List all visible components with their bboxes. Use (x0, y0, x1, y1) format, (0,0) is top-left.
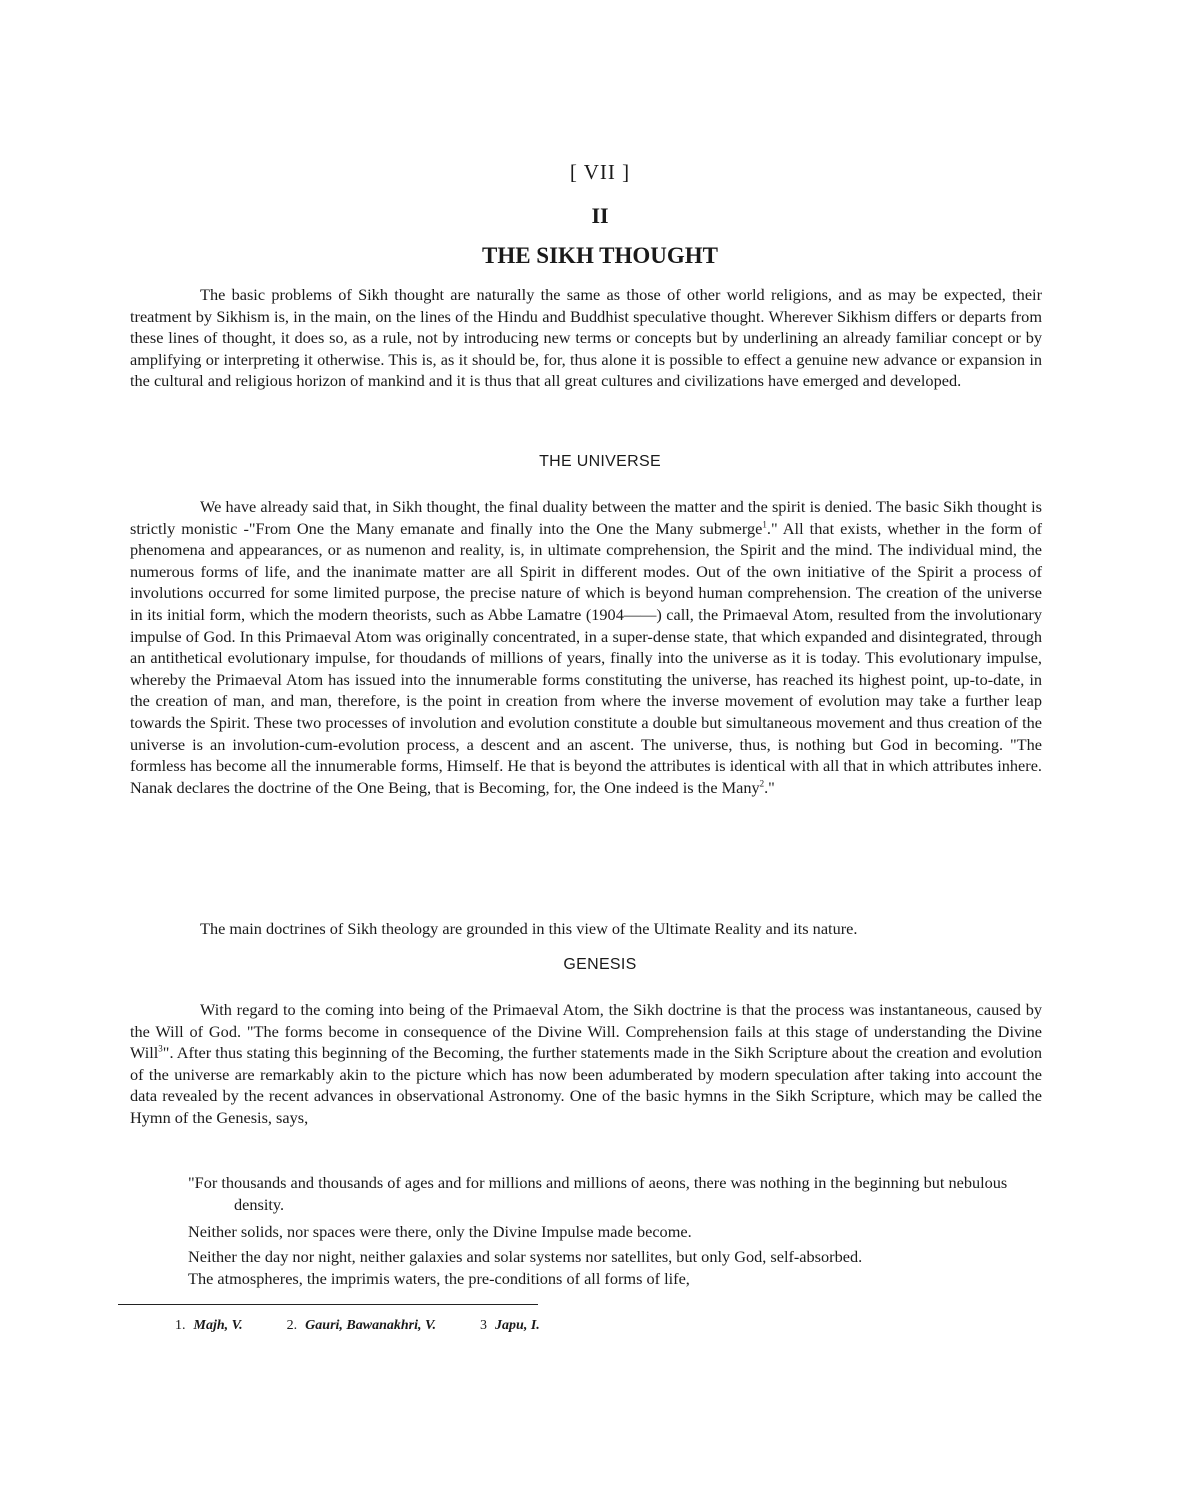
universe-text-a: We have already said that, in Sikh thought, the final duality between the matter and the spirit is denied. The basic Sikh thought is strictly monistic -"From One the Many emanate and finally into the One the Many submerge (130, 497, 1042, 538)
footnote-ref-1: 1 (762, 519, 767, 530)
footnote-text: Gauri, Bawanakhri, V. (305, 1318, 437, 1333)
quote-line: Neither solids, nor spaces were there, only the Divine Impulse made become. (188, 1222, 692, 1242)
page-marker: [ VII ] (569, 160, 631, 184)
universe-text-c: ." (764, 777, 775, 797)
footnote-text: Majh, V. (193, 1318, 243, 1333)
section-heading-universe: THE UNIVERSE (539, 453, 661, 470)
quote-line: Neither the day nor night, neither galaxies and solar systems nor satellites, but only God, self-absorbed. (188, 1246, 863, 1266)
footnote-item (287, 1318, 436, 1334)
genesis-paragraph (130, 999, 1042, 1129)
footnote-text: Japu, I. (495, 1318, 540, 1333)
quote-line: The atmospheres, the imprimis waters, the pre-conditions of all forms of life, (188, 1269, 690, 1289)
footnote-divider (118, 1304, 538, 1305)
footnote-number: 2. (286, 1318, 298, 1333)
footnotes (175, 1318, 540, 1334)
chapter-title: THE SIKH THOUGHT (481, 243, 719, 268)
genesis-text-a: With regard to the coming into being of the Primaeval Atom, the Sikh doctrine is that the process was instantaneous, caused by the Will of God. "The forms become in consequence of the Divine Will. Comprehension fails at this stage of understanding the Divine Will (130, 1000, 1042, 1063)
footnote-ref-3: 3 (158, 1043, 163, 1054)
universe-summary-paragraph: The main doctrines of Sikh theology are grounded in this view of the Ultimate Reality and its nature. (200, 919, 858, 938)
footnote-ref-2: 2 (759, 778, 765, 789)
chapter-number: II (591, 203, 609, 228)
quote-line: "For thousands and thousands of ages and for millions and millions of aeons, there was nothing in the beginning but nebulous density. (188, 1173, 1008, 1214)
universe-paragraph (130, 496, 1042, 798)
footnote-number: 3 (480, 1318, 488, 1333)
section-heading-genesis: GENESIS (563, 956, 637, 973)
footnote-item (480, 1318, 540, 1334)
intro-paragraph: The basic problems of Sikh thought are naturally the same as those of other world religions, and as may be expected, their treatment by Sikhism is, in the main, on the lines of the Hindu and Buddhist speculative thought. Wherever Sikhism differs or departs from these lines of thought, it does so, as a rule, not by introducing new terms or concepts but by underlining an already familiar concept or by amplifying or interpreting it otherwise. This is, as it should be, for, thus alone it is possible to effect a genuine new advance or expansion in the cultural and religious horizon of mankind and it is thus that all great cultures and civilizations have emerged and developed. (130, 285, 1042, 391)
footnote-number: 1. (175, 1318, 186, 1333)
universe-text-b: ." All that exists, whether in the form of phenomena and appearances, or as numenon and reality, is, in ultimate comprehension, the Spirit and the mind. The individual mind, the numerous forms of life, and the inanimate matter are all Spirit in different modes. Out of the own initiative of the Spirit a process of involutions occurred for some limited purpose, the precise nature of which is beyond human comprehension. The creation of the universe in its initial form, which the modern theorists, such as Abbe Lamatre (1904——) call, the Primaeval Atom, resulted from the involutionary impulse of God. In this Primaeval Atom was originally concentrated, in a super-dense state, that which expanded and disintegrated, through an antithetical evolutionary impulse, for thoudands of millions of years, finally into the universe as it is today. This evolutionary impulse, whereby the Primaeval Atom has issued into the innumerable forms constituting the universe, has reached its highest point, up-to-date, in the creation of man, and man, therefore, is the point in creation from where the inverse movement of evolution may take a further leap towards the Spirit. These two processes of involution and evolution constitute a double but simultaneous movement and thus creation of the universe is an involution-cum-evolution process, a descent and an ascent. The universe, thus, is nothing but God in becoming. "The formless has become all the innumerable forms, Himself. He that is beyond the attributes is identical with all that in which attributes inhere. Nanak declares the doctrine of the One Being, that is Becoming, for, the One indeed is the Many (130, 518, 1042, 797)
footnote-item (175, 1318, 243, 1334)
genesis-text-b: ". After thus stating this beginning of the Becoming, the further statements made in the Sikh Scripture about the creation and evolution of the universe are remarkably akin to the picture which has now been adumberated by modern speculation after taking into account the data revealed by the recent advances in observational Astronomy. One of the basic hymns in the Sikh Scripture, which may be called the Hymn of the Genesis, says, (130, 1043, 1042, 1127)
genesis-hymn-quote (188, 1172, 1044, 1290)
